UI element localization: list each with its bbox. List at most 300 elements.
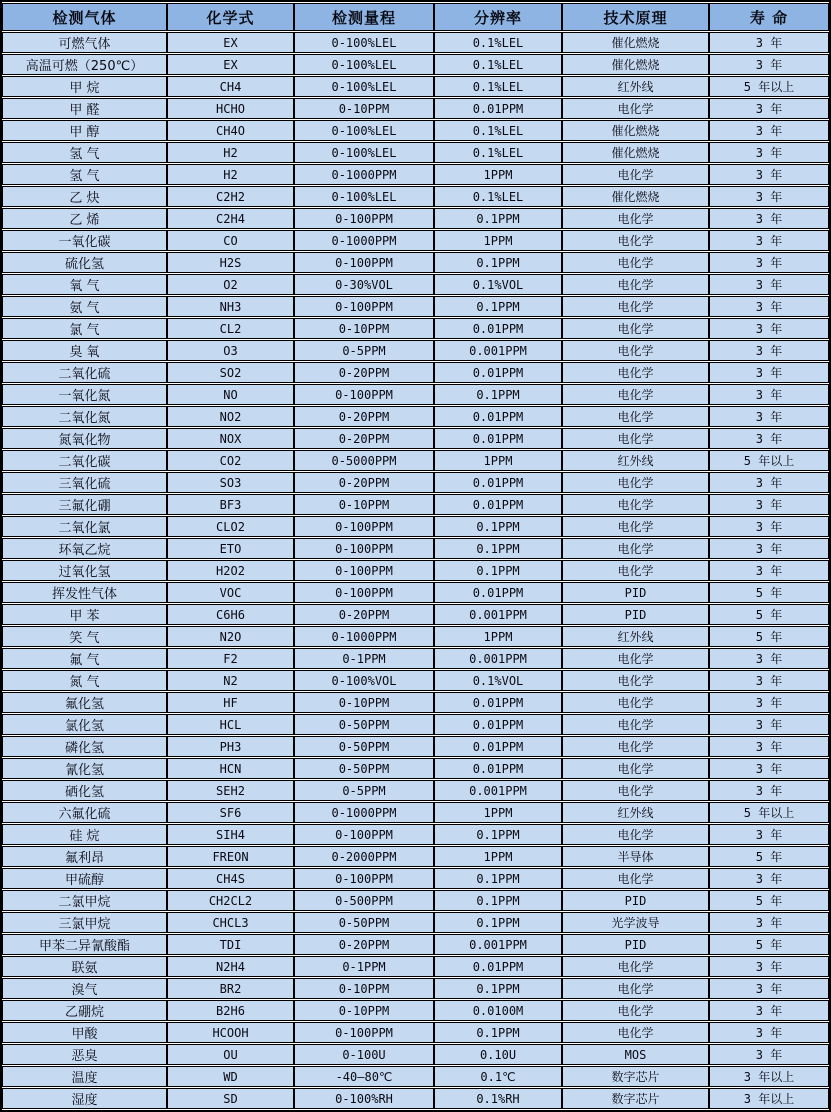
cell-technology-principle: MOS: [562, 1044, 709, 1065]
table-row: [2, 274, 829, 295]
table-row: [2, 868, 829, 889]
cell-chemical-formula: CO2: [167, 450, 294, 471]
column-header-lifespan: 寿 命: [709, 3, 829, 31]
cell-technology-principle: 数字芯片: [562, 1088, 709, 1109]
cell-chemical-formula: EX: [167, 54, 294, 75]
cell-technology-principle: 光学波导: [562, 912, 709, 933]
cell-resolution: 0.01PPM: [434, 98, 562, 119]
cell-technology-principle: 电化学: [562, 98, 709, 119]
cell-technology-principle: 电化学: [562, 406, 709, 427]
cell-technology-principle: 电化学: [562, 714, 709, 735]
cell-lifespan: 3 年以上: [709, 1066, 829, 1087]
cell-technology-principle: 电化学: [562, 780, 709, 801]
cell-technology-principle: 电化学: [562, 978, 709, 999]
cell-chemical-formula: OU: [167, 1044, 294, 1065]
cell-technology-principle: 电化学: [562, 164, 709, 185]
cell-resolution: 0.01PPM: [434, 758, 562, 779]
cell-detection-range: 0-20PPM: [294, 604, 434, 625]
cell-lifespan: 3 年以上: [709, 1088, 829, 1109]
table-row: [2, 186, 829, 207]
cell-resolution: 0.1PPM: [434, 296, 562, 317]
cell-detection-range: 0-100PPM: [294, 868, 434, 889]
cell-lifespan: 3 年: [709, 1044, 829, 1065]
cell-gas-name: 二氧化氮: [2, 406, 167, 427]
cell-chemical-formula: SIH4: [167, 824, 294, 845]
table-row: [2, 626, 829, 647]
cell-resolution: 0.1%LEL: [434, 54, 562, 75]
cell-detection-range: 0-100PPM: [294, 252, 434, 273]
cell-lifespan: 5 年以上: [709, 76, 829, 97]
cell-technology-principle: 电化学: [562, 362, 709, 383]
cell-resolution: 0.01PPM: [434, 428, 562, 449]
cell-resolution: 0.001PPM: [434, 604, 562, 625]
cell-chemical-formula: CHCL3: [167, 912, 294, 933]
table-row: [2, 516, 829, 537]
cell-chemical-formula: CO: [167, 230, 294, 251]
cell-chemical-formula: O3: [167, 340, 294, 361]
cell-chemical-formula: BF3: [167, 494, 294, 515]
cell-detection-range: 0-100%LEL: [294, 54, 434, 75]
cell-chemical-formula: ETO: [167, 538, 294, 559]
cell-gas-name: 甲硫醇: [2, 868, 167, 889]
cell-technology-principle: 电化学: [562, 1022, 709, 1043]
table-row: [2, 164, 829, 185]
cell-gas-name: 三氧化硫: [2, 472, 167, 493]
cell-gas-name: 乙 烯: [2, 208, 167, 229]
cell-gas-name: 甲酸: [2, 1022, 167, 1043]
cell-resolution: 0.1PPM: [434, 912, 562, 933]
cell-resolution: 0.10U: [434, 1044, 562, 1065]
cell-gas-name: 笑 气: [2, 626, 167, 647]
table-row: [2, 912, 829, 933]
table-row: [2, 670, 829, 691]
cell-gas-name: 高温可燃（250℃）: [2, 54, 167, 75]
table-row: [2, 780, 829, 801]
cell-technology-principle: 催化燃烧: [562, 54, 709, 75]
cell-resolution: 0.1PPM: [434, 516, 562, 537]
table-row: [2, 714, 829, 735]
table-row: [2, 384, 829, 405]
cell-chemical-formula: H2: [167, 142, 294, 163]
cell-gas-name: 硅 烷: [2, 824, 167, 845]
cell-chemical-formula: HF: [167, 692, 294, 713]
table-row: [2, 758, 829, 779]
table-row: [2, 318, 829, 339]
cell-detection-range: 0-100PPM: [294, 296, 434, 317]
cell-resolution: 0.1PPM: [434, 384, 562, 405]
cell-technology-principle: 红外线: [562, 450, 709, 471]
cell-lifespan: 3 年: [709, 494, 829, 515]
cell-chemical-formula: O2: [167, 274, 294, 295]
table-row: [2, 340, 829, 361]
cell-lifespan: 5 年: [709, 626, 829, 647]
cell-resolution: 0.1PPM: [434, 208, 562, 229]
table-row: [2, 1000, 829, 1021]
cell-chemical-formula: N2H4: [167, 956, 294, 977]
cell-resolution: 1PPM: [434, 164, 562, 185]
cell-detection-range: 0-50PPM: [294, 736, 434, 757]
table-row: [2, 362, 829, 383]
cell-technology-principle: PID: [562, 890, 709, 911]
cell-technology-principle: 电化学: [562, 648, 709, 669]
cell-gas-name: 氯 气: [2, 318, 167, 339]
cell-detection-range: 0-20PPM: [294, 362, 434, 383]
cell-detection-range: 0-20PPM: [294, 472, 434, 493]
cell-detection-range: 0-10PPM: [294, 692, 434, 713]
cell-resolution: 0.1%RH: [434, 1088, 562, 1109]
table-row: [2, 98, 829, 119]
cell-detection-range: 0-5PPM: [294, 340, 434, 361]
cell-lifespan: 3 年: [709, 252, 829, 273]
cell-detection-range: 0-20PPM: [294, 406, 434, 427]
cell-lifespan: 3 年: [709, 208, 829, 229]
table-row: [2, 1022, 829, 1043]
cell-lifespan: 3 年: [709, 516, 829, 537]
header-row: [2, 3, 829, 31]
cell-resolution: 1PPM: [434, 626, 562, 647]
cell-gas-name: 甲苯二异氰酸酯: [2, 934, 167, 955]
cell-technology-principle: 电化学: [562, 384, 709, 405]
cell-gas-name: 二氧化碳: [2, 450, 167, 471]
cell-detection-range: 0-2000PPM: [294, 846, 434, 867]
cell-gas-name: 湿度: [2, 1088, 167, 1109]
cell-technology-principle: 电化学: [562, 252, 709, 273]
cell-chemical-formula: C2H4: [167, 208, 294, 229]
cell-lifespan: 3 年: [709, 692, 829, 713]
cell-resolution: 0.01PPM: [434, 582, 562, 603]
cell-gas-name: 二氧化硫: [2, 362, 167, 383]
cell-gas-name: 挥发性气体: [2, 582, 167, 603]
cell-chemical-formula: F2: [167, 648, 294, 669]
table-row: [2, 538, 829, 559]
table-row: [2, 1066, 829, 1087]
cell-resolution: 0.01PPM: [434, 362, 562, 383]
cell-detection-range: 0-100PPM: [294, 824, 434, 845]
table-row: [2, 32, 829, 53]
cell-technology-principle: PID: [562, 934, 709, 955]
cell-chemical-formula: SO2: [167, 362, 294, 383]
cell-technology-principle: 数字芯片: [562, 1066, 709, 1087]
cell-lifespan: 3 年: [709, 384, 829, 405]
cell-gas-name: 二氧化氯: [2, 516, 167, 537]
cell-resolution: 0.1%VOL: [434, 274, 562, 295]
cell-chemical-formula: N2: [167, 670, 294, 691]
cell-detection-range: 0-100%LEL: [294, 32, 434, 53]
cell-resolution: 1PPM: [434, 450, 562, 471]
column-header-chemical-formula: 化学式: [167, 3, 294, 31]
table-row: [2, 604, 829, 625]
cell-lifespan: 5 年: [709, 846, 829, 867]
cell-resolution: 0.01PPM: [434, 714, 562, 735]
cell-technology-principle: 电化学: [562, 692, 709, 713]
cell-technology-principle: 半导体: [562, 846, 709, 867]
cell-resolution: 0.1PPM: [434, 824, 562, 845]
cell-detection-range: 0-100%LEL: [294, 120, 434, 141]
column-header-detection-range: 检测量程: [294, 3, 434, 31]
cell-detection-range: 0-1000PPM: [294, 164, 434, 185]
cell-lifespan: 5 年: [709, 582, 829, 603]
cell-chemical-formula: N2O: [167, 626, 294, 647]
cell-detection-range: 0-1000PPM: [294, 230, 434, 251]
cell-detection-range: 0-50PPM: [294, 714, 434, 735]
cell-resolution: 0.1%LEL: [434, 32, 562, 53]
cell-chemical-formula: CH4O: [167, 120, 294, 141]
cell-gas-name: 联氨: [2, 956, 167, 977]
cell-resolution: 0.01PPM: [434, 494, 562, 515]
cell-technology-principle: 电化学: [562, 472, 709, 493]
cell-detection-range: 0-50PPM: [294, 758, 434, 779]
cell-resolution: 0.0100M: [434, 1000, 562, 1021]
column-header-resolution: 分辨率: [434, 3, 562, 31]
cell-gas-name: 氨 气: [2, 296, 167, 317]
cell-lifespan: 3 年: [709, 714, 829, 735]
cell-technology-principle: 催化燃烧: [562, 186, 709, 207]
cell-technology-principle: 电化学: [562, 516, 709, 537]
cell-lifespan: 3 年: [709, 340, 829, 361]
cell-technology-principle: PID: [562, 582, 709, 603]
table-row: [2, 692, 829, 713]
table-body: [2, 32, 829, 1109]
cell-gas-name: 甲 苯: [2, 604, 167, 625]
cell-detection-range: 0-20PPM: [294, 934, 434, 955]
cell-lifespan: 3 年: [709, 274, 829, 295]
cell-chemical-formula: NO2: [167, 406, 294, 427]
cell-lifespan: 3 年: [709, 670, 829, 691]
cell-gas-name: 氮氧化物: [2, 428, 167, 449]
cell-detection-range: 0-20PPM: [294, 428, 434, 449]
cell-resolution: 0.001PPM: [434, 780, 562, 801]
cell-chemical-formula: WD: [167, 1066, 294, 1087]
cell-gas-name: 氟化氢: [2, 692, 167, 713]
cell-chemical-formula: SD: [167, 1088, 294, 1109]
cell-gas-name: 甲 醇: [2, 120, 167, 141]
table-row: [2, 846, 829, 867]
cell-detection-range: 0-1PPM: [294, 956, 434, 977]
cell-lifespan: 3 年: [709, 142, 829, 163]
cell-lifespan: 3 年: [709, 406, 829, 427]
cell-technology-principle: 电化学: [562, 274, 709, 295]
table-row: [2, 582, 829, 603]
cell-resolution: 0.001PPM: [434, 648, 562, 669]
cell-gas-name: 氧 气: [2, 274, 167, 295]
cell-lifespan: 3 年: [709, 956, 829, 977]
cell-lifespan: 3 年: [709, 824, 829, 845]
cell-lifespan: 3 年: [709, 1022, 829, 1043]
cell-chemical-formula: C6H6: [167, 604, 294, 625]
cell-technology-principle: 电化学: [562, 230, 709, 251]
table-row: [2, 472, 829, 493]
cell-lifespan: 3 年: [709, 472, 829, 493]
cell-detection-range: 0-5PPM: [294, 780, 434, 801]
column-header-gas-name: 检测气体: [2, 3, 167, 31]
cell-gas-name: 一氧化氮: [2, 384, 167, 405]
table-row: [2, 978, 829, 999]
cell-resolution: 0.1%LEL: [434, 186, 562, 207]
cell-resolution: 0.01PPM: [434, 406, 562, 427]
cell-technology-principle: 电化学: [562, 208, 709, 229]
cell-technology-principle: 催化燃烧: [562, 142, 709, 163]
cell-detection-range: 0-30%VOL: [294, 274, 434, 295]
cell-detection-range: 0-100PPM: [294, 384, 434, 405]
cell-chemical-formula: H2O2: [167, 560, 294, 581]
table-row: [2, 1044, 829, 1065]
cell-technology-principle: 电化学: [562, 538, 709, 559]
table-row: [2, 494, 829, 515]
table-row: [2, 956, 829, 977]
cell-technology-principle: PID: [562, 604, 709, 625]
cell-chemical-formula: HCN: [167, 758, 294, 779]
cell-detection-range: 0-10PPM: [294, 494, 434, 515]
cell-resolution: 0.1%LEL: [434, 120, 562, 141]
table-row: [2, 54, 829, 75]
cell-technology-principle: 电化学: [562, 494, 709, 515]
cell-lifespan: 3 年: [709, 98, 829, 119]
cell-gas-name: 三氟化硼: [2, 494, 167, 515]
cell-chemical-formula: VOC: [167, 582, 294, 603]
cell-technology-principle: 电化学: [562, 1000, 709, 1021]
cell-resolution: 0.01PPM: [434, 736, 562, 757]
cell-resolution: 0.1%LEL: [434, 76, 562, 97]
cell-chemical-formula: HCOOH: [167, 1022, 294, 1043]
cell-detection-range: 0-10PPM: [294, 318, 434, 339]
cell-gas-name: 氟 气: [2, 648, 167, 669]
cell-gas-name: 恶臭: [2, 1044, 167, 1065]
cell-lifespan: 3 年: [709, 560, 829, 581]
cell-lifespan: 3 年: [709, 428, 829, 449]
cell-detection-range: 0-1PPM: [294, 648, 434, 669]
cell-resolution: 0.1PPM: [434, 560, 562, 581]
cell-detection-range: 0-10PPM: [294, 98, 434, 119]
cell-gas-name: 氯化氢: [2, 714, 167, 735]
cell-gas-name: 一氧化碳: [2, 230, 167, 251]
table-row: [2, 824, 829, 845]
table-row: [2, 120, 829, 141]
cell-gas-name: 六氟化硫: [2, 802, 167, 823]
cell-lifespan: 5 年: [709, 890, 829, 911]
cell-gas-name: 可燃气体: [2, 32, 167, 53]
cell-technology-principle: 电化学: [562, 670, 709, 691]
table-row: [2, 648, 829, 669]
cell-technology-principle: 电化学: [562, 318, 709, 339]
cell-resolution: 0.1%VOL: [434, 670, 562, 691]
cell-detection-range: 0-100U: [294, 1044, 434, 1065]
cell-chemical-formula: CH2CL2: [167, 890, 294, 911]
cell-technology-principle: 电化学: [562, 340, 709, 361]
cell-detection-range: 0-1000PPM: [294, 626, 434, 647]
cell-chemical-formula: CH4S: [167, 868, 294, 889]
cell-resolution: 0.001PPM: [434, 934, 562, 955]
cell-gas-name: 硫化氢: [2, 252, 167, 273]
cell-gas-name: 磷化氢: [2, 736, 167, 757]
cell-chemical-formula: C2H2: [167, 186, 294, 207]
table-row: [2, 428, 829, 449]
cell-lifespan: 5 年: [709, 934, 829, 955]
cell-lifespan: 3 年: [709, 362, 829, 383]
cell-chemical-formula: HCL: [167, 714, 294, 735]
cell-chemical-formula: TDI: [167, 934, 294, 955]
cell-lifespan: 3 年: [709, 32, 829, 53]
cell-resolution: 0.1℃: [434, 1066, 562, 1087]
table-row: [2, 450, 829, 471]
cell-technology-principle: 红外线: [562, 626, 709, 647]
cell-gas-name: 三氯甲烷: [2, 912, 167, 933]
cell-lifespan: 3 年: [709, 868, 829, 889]
cell-lifespan: 5 年以上: [709, 802, 829, 823]
cell-resolution: 0.1PPM: [434, 252, 562, 273]
cell-chemical-formula: CH4: [167, 76, 294, 97]
cell-gas-name: 温度: [2, 1066, 167, 1087]
cell-gas-name: 氰化氢: [2, 758, 167, 779]
cell-detection-range: 0-100%RH: [294, 1088, 434, 1109]
cell-chemical-formula: H2: [167, 164, 294, 185]
cell-technology-principle: 红外线: [562, 76, 709, 97]
table-row: [2, 208, 829, 229]
table-row: [2, 296, 829, 317]
cell-detection-range: 0-10PPM: [294, 978, 434, 999]
cell-technology-principle: 电化学: [562, 758, 709, 779]
cell-chemical-formula: SO3: [167, 472, 294, 493]
cell-resolution: 1PPM: [434, 802, 562, 823]
cell-gas-name: 二氯甲烷: [2, 890, 167, 911]
cell-chemical-formula: H2S: [167, 252, 294, 273]
cell-detection-range: 0-500PPM: [294, 890, 434, 911]
table-row: [2, 252, 829, 273]
cell-lifespan: 3 年: [709, 736, 829, 757]
cell-gas-name: 过氧化氢: [2, 560, 167, 581]
cell-gas-name: 硒化氢: [2, 780, 167, 801]
cell-lifespan: 3 年: [709, 912, 829, 933]
cell-lifespan: 3 年: [709, 318, 829, 339]
cell-lifespan: 3 年: [709, 54, 829, 75]
cell-gas-name: 氢 气: [2, 164, 167, 185]
cell-technology-principle: 电化学: [562, 296, 709, 317]
cell-lifespan: 3 年: [709, 780, 829, 801]
cell-technology-principle: 电化学: [562, 824, 709, 845]
table-row: [2, 736, 829, 757]
cell-detection-range: 0-100%LEL: [294, 76, 434, 97]
cell-chemical-formula: CL2: [167, 318, 294, 339]
cell-chemical-formula: NH3: [167, 296, 294, 317]
cell-gas-name: 臭 氧: [2, 340, 167, 361]
cell-chemical-formula: FREON: [167, 846, 294, 867]
cell-gas-name: 溴气: [2, 978, 167, 999]
cell-technology-principle: 红外线: [562, 802, 709, 823]
cell-chemical-formula: NOX: [167, 428, 294, 449]
cell-resolution: 1PPM: [434, 230, 562, 251]
cell-chemical-formula: NO: [167, 384, 294, 405]
cell-detection-range: 0-100PPM: [294, 208, 434, 229]
table-row: [2, 560, 829, 581]
cell-lifespan: 3 年: [709, 648, 829, 669]
column-header-technology-principle: 技术原理: [562, 3, 709, 31]
table-row: [2, 76, 829, 97]
cell-lifespan: 5 年: [709, 604, 829, 625]
cell-technology-principle: 电化学: [562, 956, 709, 977]
cell-gas-name: 乙硼烷: [2, 1000, 167, 1021]
cell-gas-name: 甲 醛: [2, 98, 167, 119]
cell-resolution: 0.1PPM: [434, 1022, 562, 1043]
cell-technology-principle: 催化燃烧: [562, 32, 709, 53]
cell-detection-range: 0-100PPM: [294, 582, 434, 603]
cell-lifespan: 5 年以上: [709, 450, 829, 471]
cell-resolution: 1PPM: [434, 846, 562, 867]
cell-technology-principle: 催化燃烧: [562, 120, 709, 141]
cell-gas-name: 氢 气: [2, 142, 167, 163]
cell-detection-range: 0-100PPM: [294, 538, 434, 559]
cell-lifespan: 3 年: [709, 1000, 829, 1021]
cell-technology-principle: 电化学: [562, 560, 709, 581]
cell-detection-range: -40—80℃: [294, 1066, 434, 1087]
